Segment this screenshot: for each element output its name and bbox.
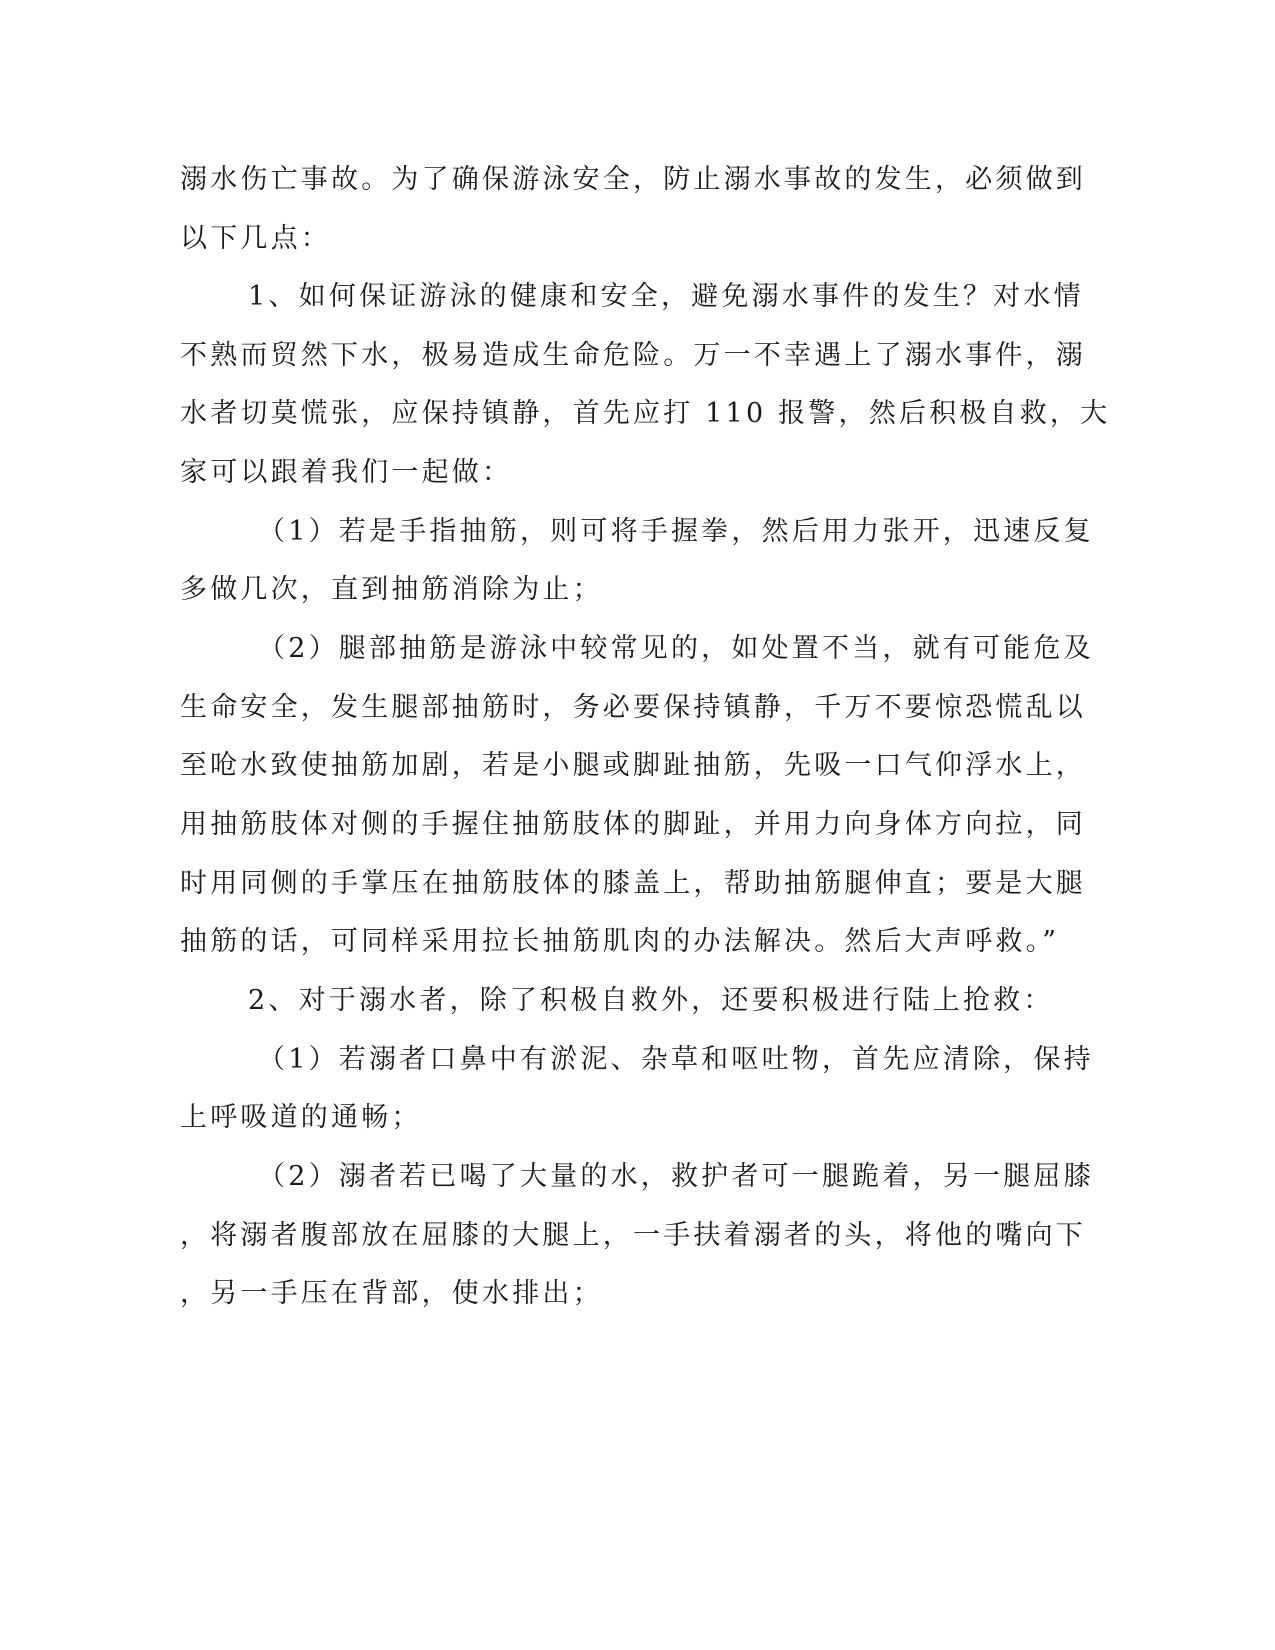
text-line-6: 家可以跟着我们一起做： [180,457,513,488]
text-line-3: 1、如何保证游泳的健康和安全，避免溺水事件的发生？对水情 [248,281,1084,312]
text-line-18: （2）溺者若已喝了大量的水，救护者可一腿跪着，另一腿屈膝 [258,1161,1094,1192]
text-line-16: （1）若溺者口鼻中有淤泥、杂草和呕吐物，首先应清除，保持 [258,1044,1094,1075]
text-line-7: （1）若是手指抽筋，则可将手握拳，然后用力张开，迅速反复 [258,516,1094,547]
text-line-1: 溺水伤亡事故。为了确保游泳安全，防止溺水事故的发生，必须做到 [180,164,1086,195]
text-line-13: 时用同侧的手掌压在抽筋肢体的膝盖上，帮助抽筋腿伸直；要是大腿 [180,868,1086,899]
text-line-9: （2）腿部抽筋是游泳中较常见的，如处置不当，就有可能危及 [258,633,1094,664]
text-line-15: 2、对于溺水者，除了积极自救外，还要积极进行陆上抢救： [248,985,1054,1016]
text-line-4: 不熟而贸然下水，极易造成生命危险。万一不幸遇上了溺水事件，溺 [180,340,1086,371]
text-line-12: 用抽筋肢体对侧的手握住抽筋肢体的脚趾，并用力向身体方向拉，同 [180,809,1086,840]
text-line-14: 抽筋的话，可同样采用拉长抽筋肌肉的办法解决。然后大声呼救。” [180,926,1060,957]
text-line-2: 以下几点： [180,223,331,254]
text-line-10: 生命安全，发生腿部抽筋时，务必要保持镇静，千万不要惊恐慌乱以 [180,692,1086,723]
text-line-20: ，另一手压在背部，使水排出； [180,1278,603,1309]
text-line-11: 至呛水致使抽筋加剧，若是小腿或脚趾抽筋，先吸一口气仰浮水上， [180,750,1086,781]
text-line-19: ，将溺者腹部放在屈膝的大腿上，一手扶着溺者的头，将他的嘴向下 [180,1220,1086,1251]
text-line-17: 上呼吸道的通畅； [180,1102,422,1133]
text-line-8: 多做几次，直到抽筋消除为止； [180,574,603,605]
text-line-5: 水者切莫慌张，应保持镇静，首先应打 110 报警，然后积极自救，大 [180,398,1111,429]
